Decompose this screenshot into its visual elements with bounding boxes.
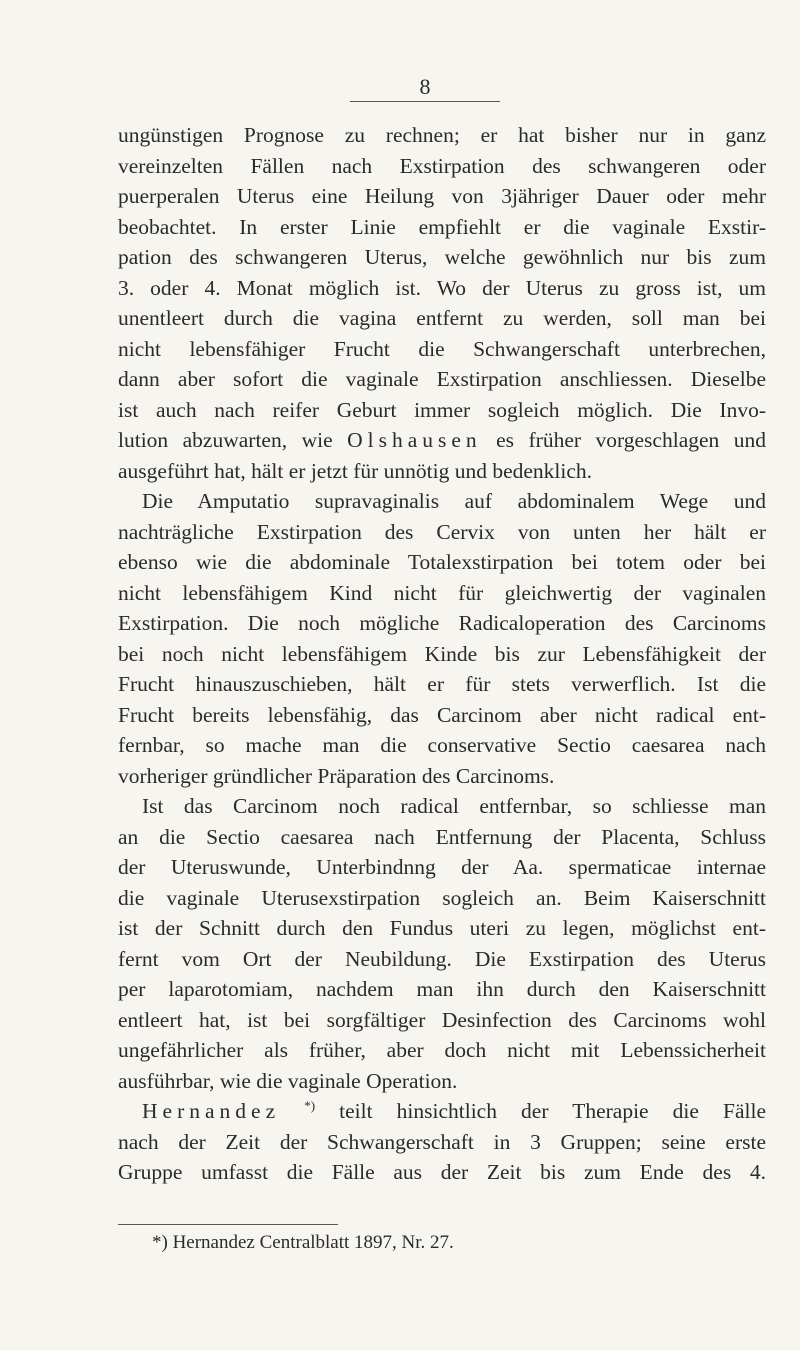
text-line: nach der Zeit der Schwangerschaft in 3 Gruppen; seine erste — [118, 1129, 766, 1154]
text-line: nicht lebensfähigem Kind nicht für gleichwertig der vaginalen — [118, 580, 766, 605]
text-segment: es früher vorgeschlagen und — [496, 428, 766, 452]
text-line: die vaginale Uterusexstirpation sogleich an. Beim Kaiserschnitt — [118, 885, 766, 910]
text-line: ausgeführt hat, hält er jetzt für unnötig und bedenklich. — [118, 458, 593, 483]
text-line: an die Sectio caesarea nach Entfernung der Placenta, Schluss — [118, 824, 766, 849]
footnote-reference: *) — [304, 1097, 316, 1113]
text-line: Ist das Carcinom noch radical entfernbar, so schliesse man — [142, 794, 766, 818]
text-line: bei noch nicht lebensfähigem Kinde bis zur Lebensfähigkeit der — [118, 641, 766, 666]
text-line: Frucht bereits lebensfähig, das Carcinom aber nicht radical ent- — [118, 702, 766, 727]
text-line: entleert hat, ist bei sorgfältiger Desinfection des Carcinoms wohl — [118, 1007, 766, 1032]
text-line: dann aber sofort die vaginale Exstirpation anschliessen. Dieselbe — [118, 367, 766, 391]
text-line: fernt vom Ort der Neubildung. Die Exstirpation des Uterus — [118, 946, 766, 971]
text-line: nicht lebensfähiger Frucht die Schwangerschaft unterbrechen, — [118, 336, 766, 361]
text-line: puerperalen Uterus eine Heilung von 3jähriger Dauer oder mehr — [118, 184, 766, 208]
body-text — [118, 120, 766, 1188]
text-line: 3. oder 4. Monat möglich ist. Wo der Uterus zu gross ist, um — [118, 275, 766, 300]
text-line: Gruppe umfasst die Fälle aus der Zeit bis zum Ende des 4. — [118, 1160, 766, 1184]
footnote: *) Hernandez Centralblatt 1897, Nr. 27. — [152, 1232, 454, 1253]
text-line: per laparotomiam, nachdem man ihn durch den Kaiserschnitt — [118, 977, 766, 1001]
text-line: fernbar, so mache man die conservative Sectio caesarea nach — [118, 733, 766, 757]
text-line: vereinzelten Fällen nach Exstirpation des schwangeren oder — [118, 153, 766, 178]
text-line: beobachtet. In erster Linie empfiehlt er die vaginale Exstir- — [118, 214, 766, 239]
text-line: Die Amputatio supravaginalis auf abdominalem Wege und — [142, 489, 766, 513]
text-line: ausführbar, wie die vaginale Operation. — [118, 1068, 458, 1093]
text-line: ungünstigen Prognose zu rechnen; er hat bisher nur in ganz — [118, 123, 766, 147]
header-rule — [350, 101, 500, 102]
page-number: 8 — [419, 74, 431, 99]
text-line — [118, 425, 766, 456]
text-line: Frucht hinauszuschieben, hält er für stets verwerflich. Ist die — [118, 672, 766, 696]
text-segment: teilt hinsichtlich der Therapie die Fälle — [339, 1099, 767, 1123]
text-line — [118, 1096, 766, 1127]
text-line: der Uteruswunde, Unterbindnng der Aa. spermaticae internae — [118, 855, 766, 879]
text-line: ist auch nach reifer Geburt immer sogleich möglich. Die Invo- — [118, 397, 766, 422]
author-name-hernandez: Hernandez — [142, 1099, 281, 1123]
text-line: vorheriger gründlicher Präparation des Carcinoms. — [118, 763, 555, 788]
text-line: ebenso wie die abdominale Totalexstirpation bei totem oder bei — [118, 550, 766, 574]
text-line: Exstirpation. Die noch mögliche Radicaloperation des Carcinoms — [118, 611, 766, 635]
text-line: unentleert durch die vagina entfernt zu werden, soll man bei — [118, 306, 766, 330]
text-line: ist der Schnitt durch den Fundus uteri zu legen, möglichst ent- — [118, 916, 766, 940]
footnote-rule — [118, 1224, 338, 1225]
text-line: nachträgliche Exstirpation des Cervix von unten her hält er — [118, 519, 766, 544]
text-segment: lution abzuwarten, wie — [118, 428, 333, 452]
author-name-olshausen: Olshausen — [347, 428, 482, 452]
text-line: ungefährlicher als früher, aber doch nicht mit Lebenssicherheit — [118, 1038, 766, 1062]
text-line: pation des schwangeren Uterus, welche gewöhnlich nur bis zum — [118, 245, 766, 269]
